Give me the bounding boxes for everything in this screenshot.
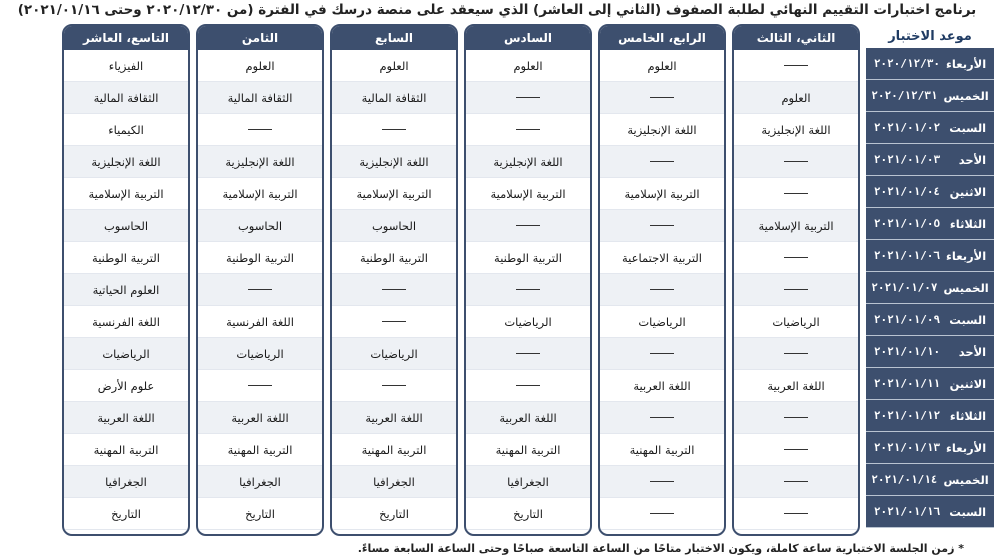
- no-exam-cell: [466, 82, 590, 114]
- date-cell: [866, 48, 994, 80]
- day-name: الأربعاء: [946, 248, 987, 263]
- subject-cell: التربية المهنية: [600, 434, 724, 466]
- subject-cell: التاريخ: [466, 498, 590, 530]
- no-exam-cell: [734, 242, 858, 274]
- no-exam-cell: [734, 466, 858, 498]
- subject-cell: التربية المهنية: [64, 434, 188, 466]
- date-cell: [866, 208, 994, 240]
- exam-date: ٢٠٢١/٠١/١١: [873, 377, 941, 390]
- subject-cell: التربية الوطنية: [466, 242, 590, 274]
- subject-cell: التاريخ: [332, 498, 456, 530]
- day-name: السبت: [949, 120, 987, 135]
- subject-cell: التربية الإسلامية: [332, 178, 456, 210]
- subject-cell: العلوم: [466, 50, 590, 82]
- day-name: الخميس: [943, 88, 989, 103]
- subject-cell: الحاسوب: [332, 210, 456, 242]
- day-name: الاثنين: [949, 376, 987, 391]
- no-exam-cell: [734, 338, 858, 370]
- subject-cell: التربية الإسلامية: [600, 178, 724, 210]
- exam-date: ٢٠٢١/٠١/١٢: [873, 409, 941, 422]
- no-exam-cell: [332, 306, 456, 338]
- footnote: * زمن الجلسة الاختبارية ساعة كاملة، ويكون الاختبار متاحًا من الساعة التاسعة صباحًا وحتى الساعة السابعة مساءً.: [357, 542, 964, 555]
- subject-cell: الرياضيات: [198, 338, 322, 370]
- no-exam-cell: [600, 338, 724, 370]
- exam-date: ٢٠٢١/٠١/١٠: [873, 345, 941, 358]
- subject-cell: التربية الإسلامية: [198, 178, 322, 210]
- no-exam-cell: [600, 146, 724, 178]
- date-column: [866, 24, 994, 536]
- subject-cell: التاريخ: [64, 498, 188, 530]
- subject-cell: التاريخ: [198, 498, 322, 530]
- day-name: الاثنين: [949, 184, 987, 199]
- no-exam-cell: [734, 274, 858, 306]
- subject-cell: الجغرافيا: [64, 466, 188, 498]
- date-cell: [866, 400, 994, 432]
- exam-date: ٢٠٢١/٠١/٠٧: [871, 281, 938, 294]
- grade-column-header: السادس: [466, 26, 590, 50]
- subject-cell: اللغة الإنجليزية: [64, 146, 188, 178]
- no-exam-cell: [734, 402, 858, 434]
- exam-date: ٢٠٢١/٠١/١٦: [873, 505, 941, 518]
- date-cell: [866, 80, 994, 112]
- subject-cell: العلوم: [332, 50, 456, 82]
- date-cell: [866, 176, 994, 208]
- grade-column: [732, 24, 860, 536]
- no-exam-cell: [734, 178, 858, 210]
- subject-cell: التربية الوطنية: [198, 242, 322, 274]
- date-cell: [866, 304, 994, 336]
- exam-date: ٢٠٢٠/١٢/٣١: [871, 89, 938, 102]
- subject-cell: الرياضيات: [332, 338, 456, 370]
- day-name: الخميس: [943, 472, 989, 487]
- subject-cell: اللغة الفرنسية: [198, 306, 322, 338]
- date-cell: [866, 272, 994, 304]
- grade-column: [62, 24, 190, 536]
- no-exam-cell: [466, 274, 590, 306]
- grade-column-header: الرابع، الخامس: [600, 26, 724, 50]
- no-exam-cell: [600, 82, 724, 114]
- subject-cell: اللغة العربية: [64, 402, 188, 434]
- day-name: الأحد: [958, 152, 987, 167]
- subject-cell: اللغة الفرنسية: [64, 306, 188, 338]
- no-exam-cell: [734, 50, 858, 82]
- grade-column: [196, 24, 324, 536]
- subject-cell: علوم الأرض: [64, 370, 188, 402]
- subject-cell: الفيزياء: [64, 50, 188, 82]
- subject-cell: اللغة الإنجليزية: [600, 114, 724, 146]
- subject-cell: اللغة العربية: [466, 402, 590, 434]
- subject-cell: العلوم: [198, 50, 322, 82]
- subject-cell: الكيمياء: [64, 114, 188, 146]
- subject-cell: اللغة العربية: [332, 402, 456, 434]
- exam-date: ٢٠٢١/٠١/٠٤: [873, 185, 941, 198]
- subject-cell: الجغرافيا: [198, 466, 322, 498]
- grade-column-header: السابع: [332, 26, 456, 50]
- no-exam-cell: [600, 466, 724, 498]
- subject-cell: العلوم الحياتية: [64, 274, 188, 306]
- subject-cell: التربية الإسلامية: [466, 178, 590, 210]
- subject-cell: التربية الوطنية: [332, 242, 456, 274]
- no-exam-cell: [332, 370, 456, 402]
- no-exam-cell: [734, 434, 858, 466]
- no-exam-cell: [600, 498, 724, 530]
- no-exam-cell: [466, 114, 590, 146]
- grade-column-header: الثامن: [198, 26, 322, 50]
- exam-date: ٢٠٢١/٠١/٠٢: [873, 121, 941, 134]
- subject-cell: التربية الاجتماعية: [600, 242, 724, 274]
- subject-cell: الحاسوب: [64, 210, 188, 242]
- subject-cell: اللغة الإنجليزية: [198, 146, 322, 178]
- subject-cell: الجغرافيا: [466, 466, 590, 498]
- grade-column-header: التاسع، العاشر: [64, 26, 188, 50]
- no-exam-cell: [600, 402, 724, 434]
- day-name: السبت: [949, 312, 987, 327]
- no-exam-cell: [600, 210, 724, 242]
- subject-cell: اللغة الإنجليزية: [466, 146, 590, 178]
- exam-date: ٢٠٢١/٠١/٠٦: [873, 249, 941, 262]
- subject-cell: اللغة العربية: [600, 370, 724, 402]
- day-name: الأربعاء: [946, 440, 987, 455]
- no-exam-cell: [466, 370, 590, 402]
- date-cell: [866, 464, 994, 496]
- exam-date: ٢٠٢١/٠١/٠٩: [873, 313, 941, 326]
- no-exam-cell: [332, 114, 456, 146]
- subject-cell: العلوم: [734, 82, 858, 114]
- no-exam-cell: [734, 146, 858, 178]
- subject-cell: اللغة العربية: [198, 402, 322, 434]
- exam-date: ٢٠٢١/٠١/٠٥: [873, 217, 941, 230]
- exam-date: ٢٠٢١/٠١/١٤: [871, 473, 938, 486]
- subject-cell: اللغة الإنجليزية: [734, 114, 858, 146]
- grade-column: [598, 24, 726, 536]
- exam-schedule-table: [26, 24, 994, 536]
- subject-cell: الجغرافيا: [332, 466, 456, 498]
- day-name: السبت: [949, 504, 987, 519]
- day-name: الأربعاء: [946, 56, 987, 71]
- subject-cell: الرياضيات: [600, 306, 724, 338]
- day-name: الخميس: [943, 280, 989, 295]
- no-exam-cell: [332, 274, 456, 306]
- grade-column: [464, 24, 592, 536]
- subject-cell: التربية المهنية: [332, 434, 456, 466]
- day-name: الثلاثاء: [949, 408, 987, 423]
- grade-column: [330, 24, 458, 536]
- date-cell: [866, 240, 994, 272]
- day-name: الثلاثاء: [949, 216, 987, 231]
- exam-date: ٢٠٢١/٠١/١٣: [873, 441, 941, 454]
- date-cell: [866, 496, 994, 528]
- subject-cell: الثقافة المالية: [64, 82, 188, 114]
- date-column-header: موعد الاختبار: [888, 28, 972, 44]
- no-exam-cell: [198, 274, 322, 306]
- subject-cell: التربية الإسلامية: [734, 210, 858, 242]
- subject-cell: اللغة العربية: [734, 370, 858, 402]
- subject-cell: الثقافة المالية: [332, 82, 456, 114]
- date-cell: [866, 144, 994, 176]
- subject-cell: العلوم: [600, 50, 724, 82]
- subject-cell: الرياضيات: [734, 306, 858, 338]
- subject-cell: الثقافة المالية: [198, 82, 322, 114]
- subject-cell: التربية الإسلامية: [64, 178, 188, 210]
- exam-date: ٢٠٢٠/١٢/٣٠: [873, 57, 941, 70]
- subject-cell: الحاسوب: [198, 210, 322, 242]
- day-name: الأحد: [958, 344, 987, 359]
- exam-date: ٢٠٢١/٠١/٠٣: [873, 153, 941, 166]
- subject-cell: الرياضيات: [466, 306, 590, 338]
- no-exam-cell: [734, 498, 858, 530]
- subject-cell: التربية الوطنية: [64, 242, 188, 274]
- date-cell: [866, 432, 994, 464]
- page-title: برنامج اختبارات التقييم النهائي لطلبة الصفوف (الثاني إلى العاشر) الذي سيعقد على منصة درسك في الفترة (من ٢٠٢٠/١٢/٣٠ وحتى ٢٠٢١/٠١/١٦): [17, 2, 977, 18]
- subject-cell: التربية المهنية: [466, 434, 590, 466]
- subject-cell: الرياضيات: [64, 338, 188, 370]
- no-exam-cell: [198, 370, 322, 402]
- no-exam-cell: [198, 114, 322, 146]
- subject-cell: اللغة الإنجليزية: [332, 146, 456, 178]
- date-cell: [866, 336, 994, 368]
- no-exam-cell: [600, 274, 724, 306]
- date-cell: [866, 112, 994, 144]
- subject-cell: التربية المهنية: [198, 434, 322, 466]
- no-exam-cell: [466, 338, 590, 370]
- no-exam-cell: [466, 210, 590, 242]
- date-cell: [866, 368, 994, 400]
- grade-column-header: الثاني، الثالث: [734, 26, 858, 50]
